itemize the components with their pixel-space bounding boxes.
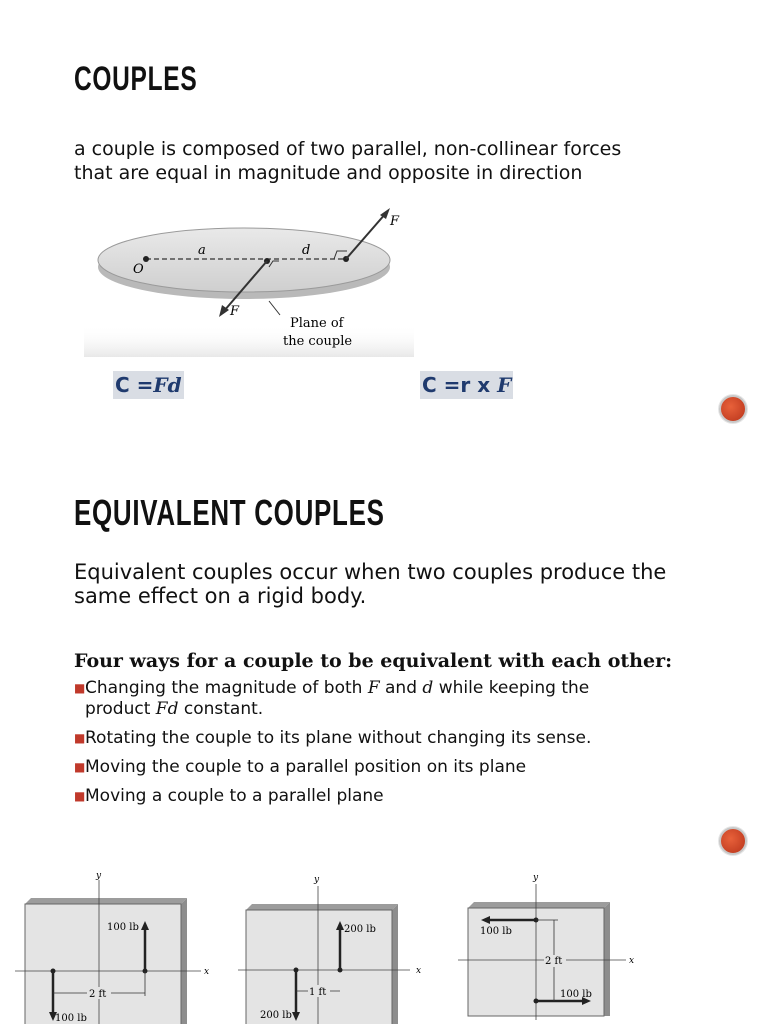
y-axis-label: y [314,875,320,885]
list-item-text: Rotating the couple to its plane without changing its sense. [85,728,592,748]
slide-marker-dot [719,827,747,855]
math-var-fd: Fd [155,699,179,719]
list-item [74,757,714,778]
couple-definition [74,137,714,185]
list-item [74,786,714,807]
math-var-d: d [422,678,434,698]
force-label-bottom: 100 lb [55,1013,87,1024]
force-point [338,968,343,973]
formula-fd-var: Fd [153,373,182,397]
y-axis-label: y [96,871,102,881]
formula-cross-var: F [497,373,512,397]
bullet-icon: ■ [74,731,86,745]
equivalent-definition [74,560,734,608]
y-axis-label: y [533,873,539,883]
couple-diagram [84,205,416,357]
force-label-top: F [390,214,400,229]
slide-marker-dot [719,395,747,423]
distance-label: 1 ft [309,987,327,998]
force-label-bottom: F [230,304,240,319]
couple-panel-3 [458,868,643,1024]
list-item-line [85,678,714,699]
force-point [294,968,299,973]
list-text: product [85,699,156,719]
section-title-couples: COUPLES [74,60,198,98]
list-item-line [85,699,714,720]
distance-d-label: d [302,243,311,258]
equivalent-definition-line-2: same effect on a rigid body. [74,584,367,608]
formula-fd-prefix: C = [115,373,154,397]
force-point [51,969,56,974]
panel-edge-side [181,898,187,1024]
panel-edge-side [604,902,610,1016]
distance-a-label: a [198,243,206,258]
formula-cross-prefix: C =r x [422,373,498,397]
list-text: constant. [178,699,264,719]
force-label-bottom: 100 lb [560,989,592,1000]
formula-fd [113,371,184,399]
bullet-icon: ■ [74,760,86,774]
list-text: Changing the magnitude of both [85,678,368,698]
bullet-icon: ■ [74,681,86,695]
x-axis-label: x [204,967,210,977]
panel-edge-top [246,904,398,910]
panel-edge-top [25,898,187,904]
x-axis-label: x [416,966,422,976]
distance-label: 2 ft [89,989,107,1000]
list-item-text: Moving a couple to a parallel plane [85,786,384,806]
equivalence-list [74,678,714,815]
list-item-text: Moving the couple to a parallel position on its plane [85,757,527,777]
couple-definition-line-1: a couple is composed of two parallel, non-collinear forces [74,138,622,160]
bullet-icon: ■ [74,789,86,803]
force-label-top: 100 lb [107,922,139,933]
list-text: and [379,678,423,698]
plane-label-line-1: Plane of [290,316,344,331]
section-title-equivalent-couples: EQUIVALENT COUPLES [74,492,385,533]
force-label-bottom: 200 lb [260,1010,292,1021]
plane-leader-line [269,301,280,315]
diagram-shadow [84,325,414,357]
force-label-top: 200 lb [344,924,376,935]
couple-definition-line-2: that are equal in magnitude and opposite in direction [74,162,583,184]
x-axis-label: x [629,956,635,966]
list-item [74,678,714,720]
formula-cross-product [420,371,513,399]
panel-edge-top [468,902,610,908]
distance-label: 2 ft [545,956,563,967]
plane-label-line-2: the couple [283,334,353,349]
four-ways-heading: Four ways for a couple to be equivalent with each other: [74,650,673,672]
panel-face [25,904,181,1024]
equivalent-definition-line-1: Equivalent couples occur when two couples produce the [74,560,667,584]
origin-label: O [133,262,144,277]
force-label-top: 100 lb [480,926,512,937]
list-text: while keeping the [433,678,590,698]
panel-edge-side [392,904,398,1024]
list-item [74,728,714,749]
couple-panel-2 [238,868,438,1024]
force-point [534,999,539,1004]
couple-panel-1 [15,868,225,1024]
origin-point [143,256,149,262]
math-var-f: F [367,678,380,698]
